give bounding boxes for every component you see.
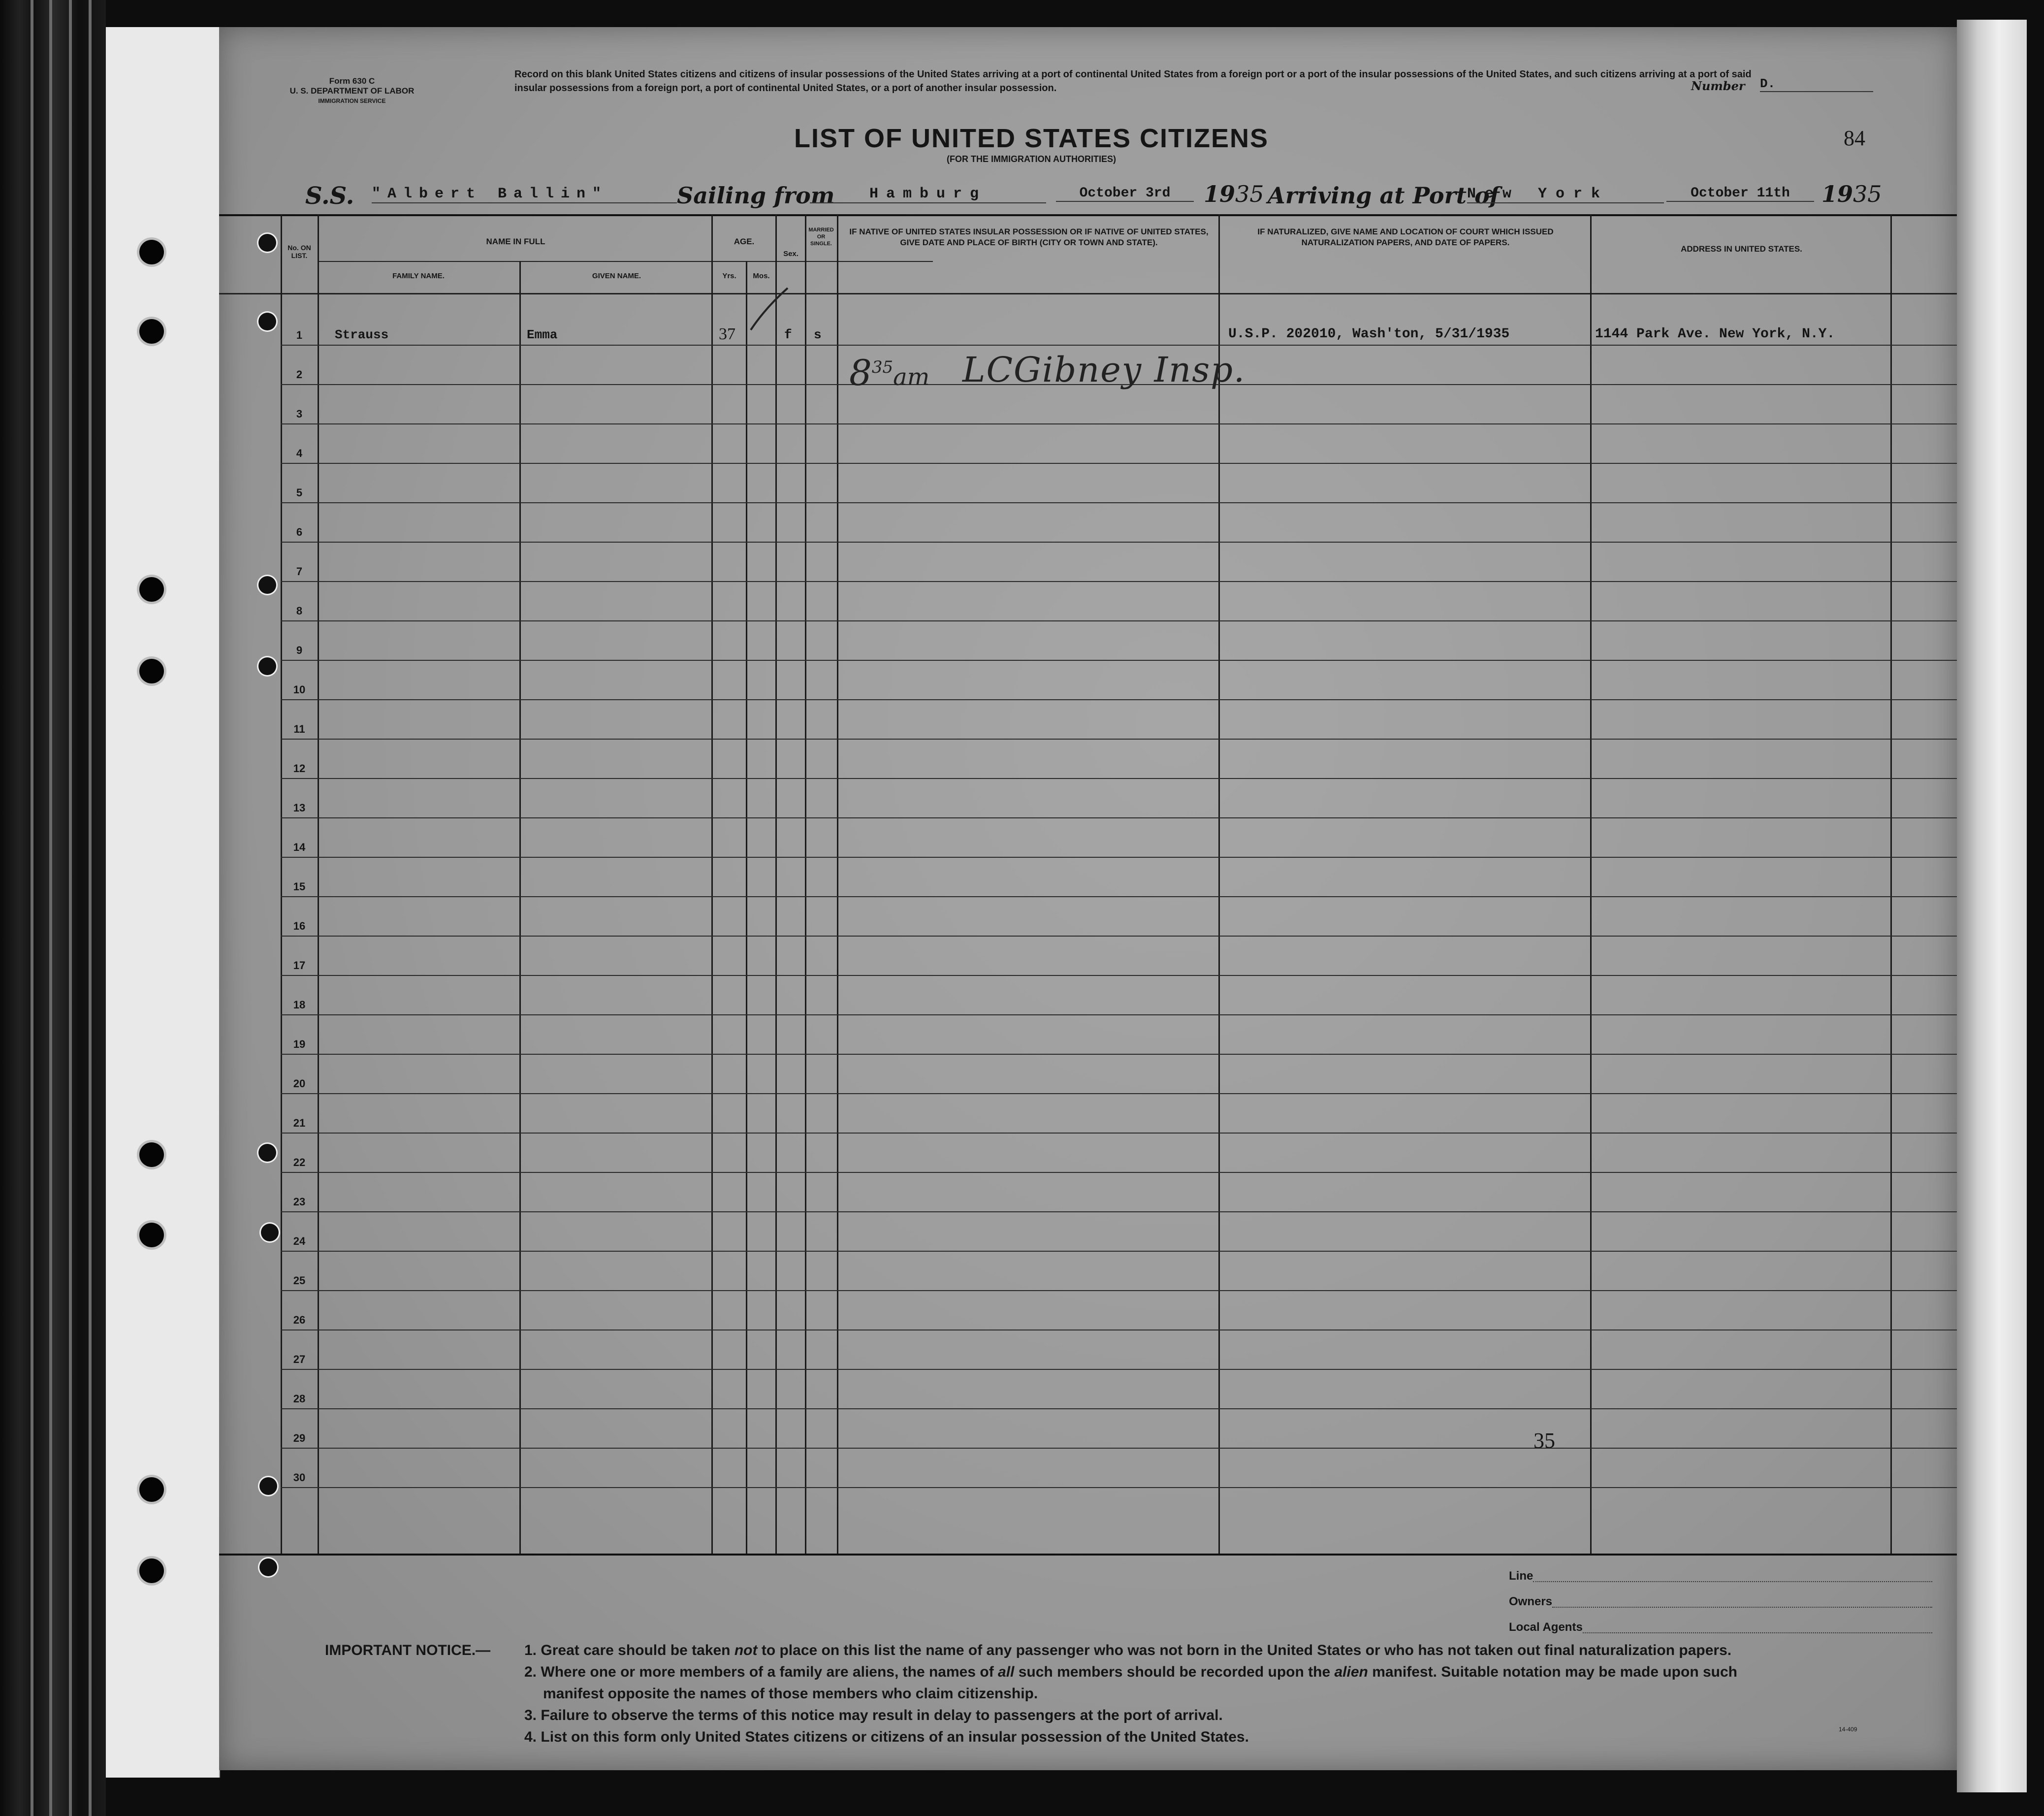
page-margin-right (1957, 20, 2027, 1792)
notice-4-text: List on this form only United States citizens or citizens of an insular possession of the United States. (541, 1729, 1249, 1745)
row-rule (281, 817, 1957, 818)
punch-hole (258, 1144, 276, 1162)
row-number: 4 (296, 447, 303, 459)
handwritten-time-hour: 8 (849, 352, 872, 393)
entry-given-name: Emma (527, 327, 558, 342)
row-number: 2 (296, 368, 303, 381)
number-value: D. (1760, 76, 1873, 92)
punch-hole (139, 1558, 164, 1583)
punch-hole (258, 576, 276, 594)
column-divider (1590, 214, 1592, 1554)
punch-hole (139, 1477, 164, 1502)
row-rule (281, 1054, 1957, 1055)
port-from: Hamburg (810, 186, 1046, 203)
row-rule (281, 1172, 1957, 1173)
row-rule (281, 581, 1957, 582)
print-code: 14-409 (1839, 1726, 1857, 1733)
row-number: 11 (293, 723, 305, 735)
header-sex: Sex. (783, 250, 798, 258)
punch-hole (139, 1142, 164, 1167)
row-rule (281, 1211, 1957, 1212)
tick-mark-icon (741, 283, 795, 337)
arrive-year-hand: 35 (1853, 181, 1882, 207)
column-divider (805, 214, 806, 1554)
row-rule (281, 620, 1957, 621)
notice-3-num: 3. (524, 1707, 537, 1723)
agents-label: Local Agents (1509, 1621, 1583, 1634)
notice-1-num: 1. (524, 1642, 537, 1658)
punch-hole (139, 240, 164, 264)
notice-item-3 (524, 1705, 1947, 1726)
row-number: 21 (293, 1117, 306, 1129)
notice-item-1 (524, 1640, 1947, 1661)
notice-2-text-b: such members should be recorded upon the (1014, 1664, 1335, 1680)
notice-item-2 (524, 1661, 1947, 1683)
row-number: 10 (293, 683, 306, 696)
row-number: 17 (293, 959, 306, 972)
punch-hole (258, 234, 276, 252)
ss-label: S.S. (305, 182, 354, 210)
sheet-number: 35 (1533, 1428, 1555, 1453)
header-age: AGE. (734, 237, 755, 246)
notice-1-text-b: to place on this list the name of any passenger who was not born in the United States or who has not taken out final naturalization papers. (757, 1642, 1732, 1658)
table-top-rule (219, 214, 1957, 216)
punch-hole (261, 1224, 279, 1241)
row-number: 28 (293, 1393, 306, 1405)
row-number: 13 (293, 802, 306, 814)
manifest-page (219, 27, 1957, 1770)
page-number: 84 (1844, 126, 1865, 150)
header-bottom-rule (219, 293, 1957, 294)
row-rule (281, 463, 1957, 464)
binder-line (69, 0, 72, 1816)
row-rule (281, 1290, 1957, 1291)
row-rule (281, 1014, 1957, 1015)
row-rule (281, 1093, 1957, 1094)
header-family-name: FAMILY NAME. (392, 272, 445, 280)
row-number: 7 (296, 565, 303, 578)
row-number: 1 (296, 329, 303, 341)
notice-2-alien: alien (1334, 1664, 1368, 1680)
row-number: 9 (296, 644, 303, 656)
binder-line (31, 0, 33, 1816)
sail-year-prefix: 19 (1204, 181, 1236, 207)
row-number: 26 (293, 1314, 306, 1326)
row-number: 23 (293, 1196, 306, 1208)
line-label: Line (1509, 1569, 1533, 1583)
row-number: 3 (296, 408, 303, 420)
row-rule (281, 1251, 1957, 1252)
notice-2-text-a: Where one or more members of a family are aliens, the names of (541, 1664, 998, 1680)
binder-line (89, 0, 92, 1816)
entry-family-name: Strauss (335, 327, 389, 342)
row-rule (281, 1133, 1957, 1134)
handwritten-time-minutes: 35 (871, 357, 894, 377)
row-rule (281, 739, 1957, 740)
form-number: Form 630 C (329, 76, 375, 86)
header-address: ADDRESS IN UNITED STATES. (1681, 244, 1802, 254)
column-divider (746, 261, 747, 1554)
row-number: 14 (293, 841, 306, 853)
form-title: LIST OF UNITED STATES CITIZENS (794, 124, 1269, 153)
row-rule (281, 542, 1957, 543)
row-number: 22 (293, 1156, 306, 1168)
column-divider (1890, 214, 1892, 1554)
row-rule (281, 1487, 1957, 1488)
arriving-label: Arriving at Port of (1268, 182, 1500, 209)
row-rule (281, 857, 1957, 858)
header-native: IF NATIVE OF UNITED STATES INSULAR POSSESSION OR IF NATIVE OF UNITED STATES, GIVE DATE AND PLACE OF BIRTH (CITY OR TOWN AND STATE). (849, 227, 1209, 247)
column-divider (711, 214, 713, 1554)
notice-2-all: all (998, 1664, 1015, 1680)
row-number: 15 (293, 880, 306, 893)
line-field (1509, 1563, 1932, 1589)
sailing-label: Sailing from (677, 182, 835, 209)
form-id (271, 76, 433, 106)
row-number: 18 (293, 999, 306, 1011)
row-rule (281, 345, 1957, 346)
handwritten-time (849, 352, 929, 393)
subheader-rule (318, 261, 933, 262)
row-rule (281, 502, 1957, 503)
row-number: 8 (296, 605, 303, 617)
footer-fields (1509, 1563, 1932, 1640)
entry-address: 1144 Park Ave. New York, N.Y. (1595, 326, 1835, 342)
owners-field (1509, 1589, 1932, 1615)
entry-sex: f (784, 327, 792, 342)
notice-2-continued: manifest opposite the names of those members who claim citizenship. (543, 1686, 1038, 1702)
punch-hole (139, 659, 164, 683)
punch-hole (258, 657, 276, 675)
entry-marital: s (814, 327, 822, 342)
row-number: 24 (293, 1235, 306, 1247)
row-rule (281, 423, 1957, 424)
notice-title: IMPORTANT NOTICE.— (325, 1642, 491, 1658)
column-divider (837, 214, 838, 1554)
header-married-single: MARRIED OR SINGLE. (808, 227, 834, 247)
sail-year (1204, 181, 1264, 207)
handwritten-time-ampm: am (893, 363, 930, 391)
ship-name: "Albert Ballin" (372, 186, 677, 203)
row-number: 12 (293, 762, 306, 775)
entry-age-yrs: 37 (719, 325, 735, 343)
sail-year-hand: 35 (1235, 181, 1264, 207)
inspector-signature: LCGibney Insp. (962, 350, 1246, 390)
form-subtitle: (FOR THE IMMIGRATION AUTHORITIES) (947, 154, 1116, 164)
row-number: 30 (293, 1471, 306, 1484)
row-number: 29 (293, 1432, 306, 1444)
entry-naturalized: U.S.P. 202010, Wash'ton, 5/31/1935 (1228, 326, 1510, 342)
service: IMMIGRATION SERVICE (318, 97, 386, 104)
header-given-name: GIVEN NAME. (592, 272, 641, 280)
row-number: 20 (293, 1077, 306, 1090)
notice-1-not: not (734, 1642, 758, 1658)
sail-date: October 3rd (1056, 186, 1194, 202)
notice-4-num: 4. (524, 1729, 537, 1745)
notice-1-text-a: Great care should be taken (541, 1642, 735, 1658)
row-rule (281, 896, 1957, 897)
row-rule (281, 1408, 1957, 1409)
row-rule (281, 660, 1957, 661)
row-number: 6 (296, 526, 303, 538)
row-number: 16 (293, 920, 306, 932)
header-yrs: Yrs. (722, 272, 736, 280)
column-divider (1218, 214, 1220, 1554)
notice-3-text: Failure to observe the terms of this notice may result in delay to passengers at the port of arrival. (541, 1707, 1223, 1723)
row-number: 19 (293, 1038, 306, 1050)
row-number: 5 (296, 486, 303, 499)
punch-hole (258, 313, 276, 330)
notice-item-4 (524, 1726, 1947, 1748)
owners-label: Owners (1509, 1595, 1553, 1608)
row-rule (281, 1448, 1957, 1449)
punch-hole (259, 1477, 277, 1495)
row-rule (281, 778, 1957, 779)
binder-line (49, 0, 52, 1816)
table-bottom-rule (219, 1554, 1957, 1556)
notice-2-num: 2. (524, 1664, 537, 1680)
punch-hole (139, 319, 164, 344)
punch-hole (139, 577, 164, 602)
page-margin-left (106, 27, 220, 1778)
row-rule (281, 1369, 1957, 1370)
row-rule (281, 936, 1957, 937)
number-label: Number (1691, 79, 1745, 93)
punch-hole (139, 1223, 164, 1247)
column-divider (775, 214, 777, 1554)
agents-field (1509, 1615, 1932, 1640)
header-name-in-full: NAME IN FULL (486, 237, 545, 246)
row-number: 27 (293, 1353, 306, 1365)
arrive-date: October 11th (1666, 186, 1814, 202)
important-notice (524, 1640, 1947, 1748)
port-to: New York (1467, 186, 1664, 203)
punch-hole (259, 1558, 277, 1576)
arrive-year (1821, 181, 1882, 207)
form-instruction: Record on this blank United States citizens and citizens of insular possessions of the United States arriving at a port of continental United States from a foreign port or a port of the insular possessions of the United States, and such citizens arriving at a port of said insular possessions from a foreign port, a port of continental United States, or a port of another insular possession. (514, 69, 1752, 94)
arrive-year-prefix: 19 (1821, 181, 1853, 207)
header-naturalized: IF NATURALIZED, GIVE NAME AND LOCATION OF COURT WHICH ISSUED NATURALIZATION PAPERS, AND DATE OF PAPERS. (1257, 227, 1554, 247)
notice-2-text-c: manifest. Suitable notation may be made upon such (1368, 1664, 1737, 1680)
column-divider (519, 261, 521, 1554)
department: U. S. DEPARTMENT OF LABOR (289, 86, 415, 96)
header-mos: Mos. (753, 272, 770, 280)
row-rule (281, 699, 1957, 700)
header-no-on-list: No. ON LIST. (287, 244, 311, 259)
row-rule (281, 975, 1957, 976)
row-number: 25 (293, 1274, 306, 1287)
